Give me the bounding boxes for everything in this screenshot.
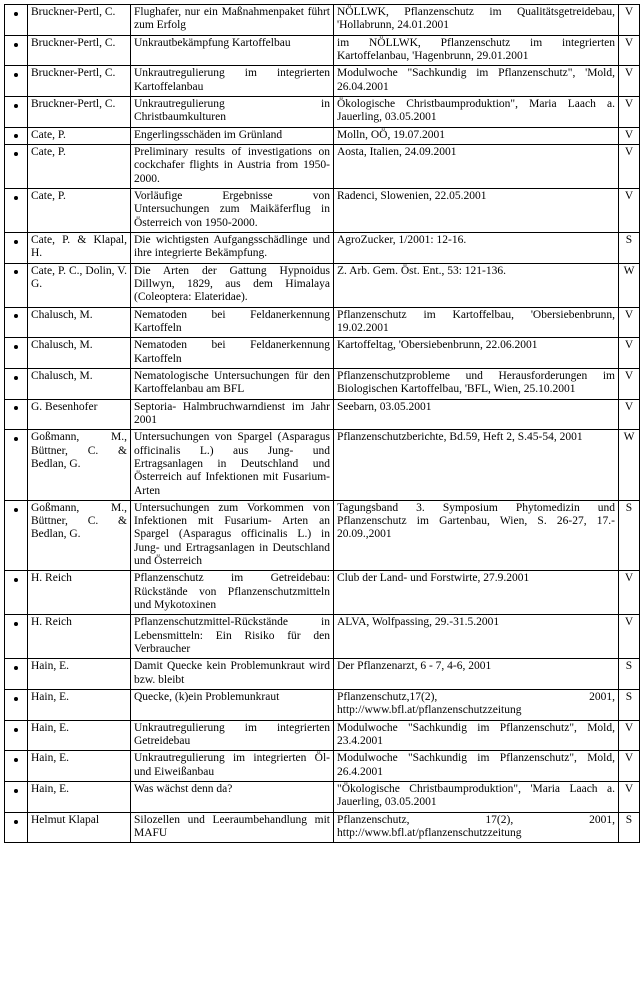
table-row	[5, 5, 640, 36]
row-author: H. Reich	[28, 571, 131, 615]
row-author: Bruckner-Pertl, C.	[28, 66, 131, 97]
row-source: AgroZucker, 1/2001: 12-16.	[334, 232, 619, 263]
row-title: Nematoden bei Feldanerkennung Kartoffeln	[131, 307, 334, 338]
row-author: Hain, E.	[28, 751, 131, 782]
table-row	[5, 144, 640, 188]
row-source: Club der Land- und Forstwirte, 27.9.2001	[334, 571, 619, 615]
row-author: Hain, E.	[28, 782, 131, 813]
row-source: Radenci, Slowenien, 22.05.2001	[334, 188, 619, 232]
row-type: V	[619, 338, 640, 369]
bullet-icon	[14, 345, 18, 349]
row-source: Pflanzenschutz im Kartoffelbau, 'Obersiebenbrunn, 19.02.2001	[334, 307, 619, 338]
row-author: Cate, P.	[28, 144, 131, 188]
row-type: W	[619, 430, 640, 501]
row-bullet	[5, 188, 28, 232]
bullet-icon	[14, 406, 18, 410]
row-bullet	[5, 812, 28, 843]
bullet-icon	[14, 758, 18, 762]
row-source: Modulwoche "Sachkundig im Pflanzenschutz", Mold, 26.4.2001	[334, 751, 619, 782]
row-source: Der Pflanzenarzt, 6 - 7, 4-6, 2001	[334, 659, 619, 690]
row-title: Damit Quecke kein Problemunkraut wird bzw. bleibt	[131, 659, 334, 690]
row-type: V	[619, 35, 640, 66]
row-source: im NÖLLWK, Pflanzenschutz im integrierten Kartoffelanbau, 'Hagenbrunn, 29.01.2001	[334, 35, 619, 66]
table-row	[5, 188, 640, 232]
bullet-icon	[14, 578, 18, 582]
table-row	[5, 232, 640, 263]
row-title: Unkrautregulierung im integrierten Öl- und Eiweißanbau	[131, 751, 334, 782]
row-source: "Ökologische Christbaumproduktion", 'Maria Laach a. Jauerling, 03.05.2001	[334, 782, 619, 813]
row-title: Silozellen und Leeraumbehandlung mit MAFU	[131, 812, 334, 843]
row-title: Flughafer, nur ein Maßnahmenpaket führt zum Erfolg	[131, 5, 334, 36]
row-bullet	[5, 782, 28, 813]
row-bullet	[5, 5, 28, 36]
row-author: Cate, P.	[28, 188, 131, 232]
bullet-icon	[14, 152, 18, 156]
row-author: Cate, P. & Klapal, H.	[28, 232, 131, 263]
row-bullet	[5, 720, 28, 751]
row-type: V	[619, 127, 640, 144]
bullet-icon	[14, 508, 18, 512]
row-title: Die Arten der Gattung Hypnoidus Dillwyn, 1829, aus dem Himalaya (Coleoptera: Elateridae).	[131, 263, 334, 307]
row-type: S	[619, 500, 640, 571]
row-type: V	[619, 96, 640, 127]
bullet-icon	[14, 697, 18, 701]
row-bullet	[5, 615, 28, 659]
bullet-icon	[14, 376, 18, 380]
bullet-icon	[14, 437, 18, 441]
row-type: V	[619, 399, 640, 430]
table-row	[5, 307, 640, 338]
row-type: V	[619, 188, 640, 232]
bullet-icon	[14, 314, 18, 318]
row-author: Bruckner-Pertl, C.	[28, 35, 131, 66]
bullet-icon	[14, 196, 18, 200]
row-type: V	[619, 144, 640, 188]
bullet-icon	[14, 666, 18, 670]
row-author: H. Reich	[28, 615, 131, 659]
row-type: S	[619, 690, 640, 721]
table-row	[5, 690, 640, 721]
row-bullet	[5, 232, 28, 263]
row-type: V	[619, 368, 640, 399]
row-title: Untersuchungen von Spargel (Asparagus officinalis L.) aus Jung- und Ertragsanlagen in Deutschland und Österreich auf Infektionen mit Fusarium-Arten	[131, 430, 334, 501]
row-type: S	[619, 232, 640, 263]
table-row	[5, 751, 640, 782]
bullet-icon	[14, 789, 18, 793]
row-source: Kartoffeltag, 'Obersiebenbrunn, 22.06.2001	[334, 338, 619, 369]
row-source: NÖLLWK, Pflanzenschutz im Qualitätsgetreidebau, 'Hollabrunn, 24.01.2001	[334, 5, 619, 36]
bullet-icon	[14, 73, 18, 77]
row-title: Engerlingsschäden im Grünland	[131, 127, 334, 144]
row-source: Pflanzenschutz,17(2), 2001, http://www.bfl.at/pflanzenschutzzeitung	[334, 690, 619, 721]
row-bullet	[5, 263, 28, 307]
bullet-icon	[14, 43, 18, 47]
table-row	[5, 615, 640, 659]
row-author: Chalusch, M.	[28, 368, 131, 399]
row-author: G. Besenhofer	[28, 399, 131, 430]
row-bullet	[5, 144, 28, 188]
row-author: Hain, E.	[28, 659, 131, 690]
table-row	[5, 659, 640, 690]
row-author: Cate, P. C., Dolin, V. G.	[28, 263, 131, 307]
row-source: Tagungsband 3. Symposium Phytomedizin und Pflanzenschutz im Gartenbau, Wien, S. 26-27, 17.- 20.09.,2001	[334, 500, 619, 571]
row-bullet	[5, 399, 28, 430]
row-title: Nematologische Untersuchungen für den Kartoffelanbau am BFL	[131, 368, 334, 399]
row-author: Bruckner-Pertl, C.	[28, 96, 131, 127]
row-bullet	[5, 66, 28, 97]
bullet-icon	[14, 270, 18, 274]
row-type: V	[619, 615, 640, 659]
row-title: Die wichtigsten Aufgangsschädlinge und ihre integrierte Bekämpfung.	[131, 232, 334, 263]
table-row	[5, 35, 640, 66]
table-row	[5, 399, 640, 430]
row-title: Septoria- Halmbruchwarndienst im Jahr 2001	[131, 399, 334, 430]
row-title: Unkrautbekämpfung Kartoffelbau	[131, 35, 334, 66]
row-source: Aosta, Italien, 24.09.2001	[334, 144, 619, 188]
row-source: Modulwoche "Sachkundig im Pflanzenschutz", Mold, 23.4.2001	[334, 720, 619, 751]
row-type: S	[619, 659, 640, 690]
row-bullet	[5, 500, 28, 571]
table-row	[5, 127, 640, 144]
row-bullet	[5, 35, 28, 66]
row-author: Bruckner-Pertl, C.	[28, 5, 131, 36]
table-row	[5, 500, 640, 571]
row-title: Preliminary results of investigations on cockchafer flights in Austria from 1950-2000.	[131, 144, 334, 188]
row-bullet	[5, 659, 28, 690]
row-type: V	[619, 751, 640, 782]
row-source: Pflanzenschutzprobleme und Herausforderungen im Biologischen Kartoffelbau, 'BFL, Wien, 25.10.2001	[334, 368, 619, 399]
row-source: ALVA, Wolfpassing, 29.-31.5.2001	[334, 615, 619, 659]
row-bullet	[5, 430, 28, 501]
row-type: V	[619, 782, 640, 813]
table-row	[5, 263, 640, 307]
row-title: Pflanzenschutz im Getreidebau: Rückstände von Pflanzenschutzmitteln und Mykotoxinen	[131, 571, 334, 615]
row-type: V	[619, 66, 640, 97]
row-source: Z. Arb. Gem. Öst. Ent., 53: 121-136.	[334, 263, 619, 307]
row-bullet	[5, 368, 28, 399]
table-row	[5, 66, 640, 97]
row-source: Ökologische Christbaumproduktion", Maria Laach a. Jauerling, 03.05.2001	[334, 96, 619, 127]
table-row	[5, 782, 640, 813]
row-type: V	[619, 307, 640, 338]
row-bullet	[5, 96, 28, 127]
bullet-icon	[14, 240, 18, 244]
row-source: Pflanzenschutz, 17(2), 2001, http://www.bfl.at/pflanzenschutzzeitung	[334, 812, 619, 843]
row-author: Goßmann, M., Büttner, C. & Bedlan, G.	[28, 500, 131, 571]
row-type: W	[619, 263, 640, 307]
row-type: V	[619, 571, 640, 615]
row-source: Molln, OÖ, 19.07.2001	[334, 127, 619, 144]
table-row	[5, 571, 640, 615]
row-type: V	[619, 720, 640, 751]
row-title: Vorläufige Ergebnisse von Untersuchungen zum Maikäferflug in Österreich von 1950-2000.	[131, 188, 334, 232]
row-bullet	[5, 127, 28, 144]
row-bullet	[5, 690, 28, 721]
row-bullet	[5, 338, 28, 369]
table-row	[5, 338, 640, 369]
bullet-icon	[14, 12, 18, 16]
row-title: Unkrautregulierung im integrierten Kartoffelanbau	[131, 66, 334, 97]
table-row	[5, 812, 640, 843]
row-title: Unkrautregulierung in Christbaumkulturen	[131, 96, 334, 127]
row-source: Pflanzenschutzberichte, Bd.59, Heft 2, S.45-54, 2001	[334, 430, 619, 501]
row-author: Chalusch, M.	[28, 307, 131, 338]
row-type: S	[619, 812, 640, 843]
bullet-icon	[14, 622, 18, 626]
row-source: Modulwoche "Sachkundig im Pflanzenschutz", 'Mold, 26.04.2001	[334, 66, 619, 97]
table-row	[5, 368, 640, 399]
row-bullet	[5, 571, 28, 615]
row-bullet	[5, 307, 28, 338]
table-row	[5, 96, 640, 127]
table-row	[5, 430, 640, 501]
row-author: Helmut Klapal	[28, 812, 131, 843]
row-source: Seebarn, 03.05.2001	[334, 399, 619, 430]
row-title: Pflanzenschutzmittel-Rückstände in Lebensmitteln: Ein Risiko für den Verbraucher	[131, 615, 334, 659]
row-title: Nematoden bei Feldanerkennung Kartoffeln	[131, 338, 334, 369]
bullet-icon	[14, 728, 18, 732]
row-author: Goßmann, M., Büttner, C. & Bedlan, G.	[28, 430, 131, 501]
row-type: V	[619, 5, 640, 36]
publication-table	[4, 4, 640, 843]
row-author: Hain, E.	[28, 690, 131, 721]
row-bullet	[5, 751, 28, 782]
row-author: Cate, P.	[28, 127, 131, 144]
bullet-icon	[14, 134, 18, 138]
bullet-icon	[14, 820, 18, 824]
row-author: Chalusch, M.	[28, 338, 131, 369]
row-title: Untersuchungen zum Vorkommen von Infektionen mit Fusarium- Arten an Spargel (Asparagus officinalis L.) in Jung- und Ertragsanlagen in Deutschland und Österreich	[131, 500, 334, 571]
bullet-icon	[14, 104, 18, 108]
row-title: Quecke, (k)ein Problemunkraut	[131, 690, 334, 721]
table-row	[5, 720, 640, 751]
row-title: Unkrautregulierung im integrierten Getreidebau	[131, 720, 334, 751]
row-author: Hain, E.	[28, 720, 131, 751]
publication-table-body	[5, 5, 640, 843]
row-title: Was wächst denn da?	[131, 782, 334, 813]
